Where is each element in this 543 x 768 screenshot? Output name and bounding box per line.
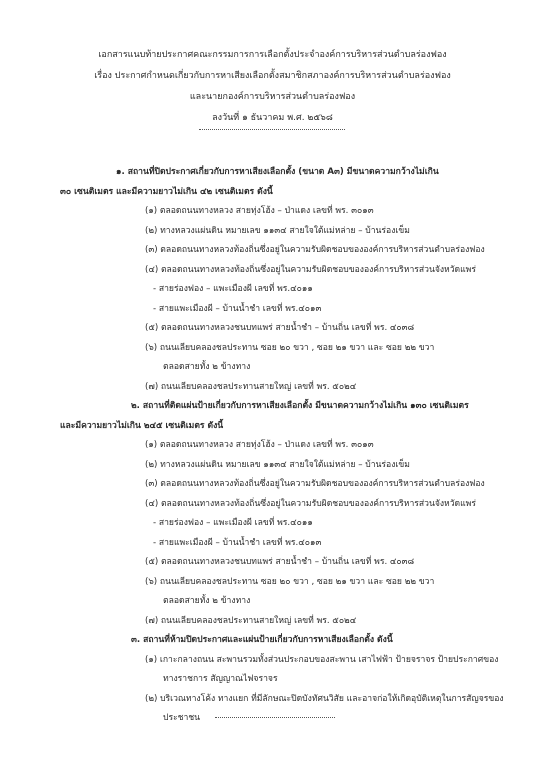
- section-3-item-2: (๒) บริเวณทางโค้ง ทางแยก ที่มีลักษณะปิดบังทัศนวิสัย และอาจก่อให้เกิดอุบัติเหตุในการสัญจรของ: [145, 693, 504, 704]
- section-1-item-4: (๔) ตลอดถนนทางหลวงท้องถิ่นซึ่งอยู่ในความรับผิดชอบขององค์การบริหารส่วนจังหวัดแพร่: [145, 264, 476, 275]
- section-1-item-5: (๕) ตลอดถนนทางหลวงชนบทแพร่ สายน้ำชำ – บ้านถิ่น เลขที่ พร. ๔๐๓๘: [145, 323, 415, 333]
- section-1-item-3: (๓) ตลอดถนนทางหลวงท้องถิ่นซึ่งอยู่ในความรับผิดชอบขององค์การบริหารส่วนตำบลร่องฟอง: [145, 245, 485, 255]
- section-1-title: ๑. สถานที่ปิดประกาศเกี่ยวกับการหาเสียงเลือกตั้ง (ขนาด A๓) มีขนาดความกว้างไม่เกิน: [116, 167, 439, 177]
- section-2-item-2: (๒) ทางหลวงแผ่นดิน หมายเลข ๑๑๓๔ สายใจใต้แม่หล่าย – บ้านร่องเข็ม: [145, 459, 410, 470]
- header-line-3: และนายกองค์การบริหารส่วนตำบลร่องฟอง: [189, 92, 356, 102]
- section-2-title: ๒. สถานที่ติดแผ่นป้ายเกี่ยวกับการหาเสียงเลือกตั้ง มีขนาดความกว้างไม่เกิน ๑๓๐ เซนติเมตร: [131, 401, 469, 411]
- document-body: [60, 163, 504, 729]
- section-1-item-1: (๑) ตลอดถนนทางหลวง สายทุ่งโฮ้ง – ป่าแดง เลขที่ พร. ๓๐๑๓: [145, 206, 374, 216]
- section-3-item-2-cont: ประชาชน: [163, 713, 201, 723]
- header-line-2: เรื่อง ประกาศกำหนดเกี่ยวกับการหาเสียงเลือกตั้งสมาชิกสภาองค์การบริหารส่วนตำบลร่องฟอง: [94, 71, 451, 81]
- section-1-item-4-sub-2: - สายแพะเมืองผี – บ้านน้ำชำ เลขที่ พร.๔๐๑๓: [153, 303, 322, 314]
- section-2-item-5: (๕) ตลอดถนนทางหลวงชนบทแพร่ สายน้ำชำ – บ้านถิ่น เลขที่ พร. ๔๐๓๘: [145, 557, 415, 567]
- section-2-item-1: (๑) ตลอดถนนทางหลวง สายทุ่งโฮ้ง – ป่าแดง เลขที่ พร. ๓๐๑๓: [145, 440, 374, 450]
- section-2-item-4-sub-1: - สายร่องฟอง – แพะเมืองผี เลขที่ พร.๔๐๑๑: [153, 518, 313, 528]
- section-1-item-6-cont: ตลอดสายทั้ง ๒ ข้างทาง: [163, 362, 251, 372]
- section-3-item-1: (๑) เกาะกลางถนน สะพานรวมทั้งส่วนประกอบของสะพาน เสาไฟฟ้า ป้ายจราจร ป้ายประกาศของ: [145, 654, 499, 665]
- section-3-item-1-cont: ทางราชการ สัญญาณไฟจราจร: [163, 674, 278, 684]
- document-header: [60, 45, 485, 129]
- section-2-item-4-sub-2: - สายแพะเมืองผี – บ้านน้ำชำ เลขที่ พร.๔๐๑๓: [153, 537, 322, 548]
- section-2-title-cont: และมีความยาวไม่เกิน ๒๔๕ เซนติเมตร ดังนี้: [60, 420, 224, 431]
- section-2-item-7: (๗) ถนนเลียบคลองชลประทานสายใหญ่ เลขที่ พร. ๕๐๒๔: [145, 615, 357, 626]
- section-2-item-3: (๓) ตลอดถนนทางหลวงท้องถิ่นซึ่งอยู่ในความรับผิดชอบขององค์การบริหารส่วนตำบลร่องฟอง: [145, 479, 485, 489]
- section-3-title: ๓. สถานที่ห้ามปิดประกาศและแผ่นป้ายเกี่ยวกับการหาเสียงเลือกตั้ง ดังนี้: [131, 635, 393, 645]
- section-1-item-6: (๖) ถนนเลียบคลองชลประทาน ซอย ๒๐ ขวา , ซอย ๒๑ ขวา และ ซอย ๒๒ ขวา: [145, 342, 435, 353]
- top-dotted-divider: [199, 129, 345, 130]
- section-1-item-7: (๗) ถนนเลียบคลองชลประทานสายใหญ่ เลขที่ พร. ๕๐๒๔: [145, 381, 357, 392]
- section-2-item-6-cont: ตลอดสายทั้ง ๒ ข้างทาง: [163, 596, 251, 606]
- section-1-item-4-sub-1: - สายร่องฟอง – แพะเมืองผี เลขที่ พร.๔๐๑๑: [153, 284, 313, 294]
- section-1-item-2: (๒) ทางหลวงแผ่นดิน หมายเลข ๑๑๓๔ สายใจใต้แม่หล่าย – บ้านร่องเข็ม: [145, 225, 410, 236]
- bottom-dotted-divider: [215, 717, 335, 718]
- section-2-item-4: (๔) ตลอดถนนทางหลวงท้องถิ่นซึ่งอยู่ในความรับผิดชอบขององค์การบริหารส่วนจังหวัดแพร่: [145, 498, 476, 509]
- section-1-title-cont: ๓๐ เซนติเมตร และมีความยาวไม่เกิน ๔๒ เซนติเมตร ดังนี้: [60, 186, 273, 197]
- section-2-item-6: (๖) ถนนเลียบคลองชลประทาน ซอย ๒๐ ขวา , ซอย ๒๑ ขวา และ ซอย ๒๒ ขวา: [145, 576, 435, 587]
- header-date: ลงวันที่ ๑ ธันวาคม พ.ศ. ๒๕๖๘: [212, 113, 333, 123]
- header-line-1: เอกสารแนบท้ายประกาศคณะกรรมการการเลือกตั้งประจำองค์การบริหารส่วนตำบลร่องฟอง: [98, 50, 447, 60]
